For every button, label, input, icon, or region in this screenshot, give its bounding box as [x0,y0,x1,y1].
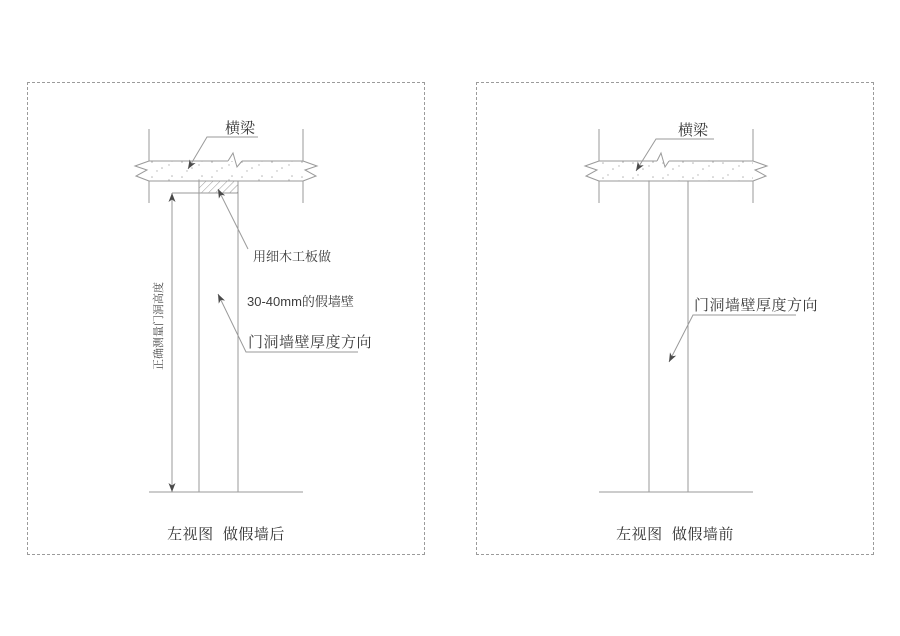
fake-wall-label-line2: 30-40mm的假墙壁 [247,293,354,309]
left-diagram-canvas [28,83,424,554]
thickness-direction-label: 门洞墙壁厚度方向 [248,334,373,351]
panel-caption: 左视图 做假墙前 [616,526,734,543]
panel-caption: 左视图 做假墙后 [167,526,285,543]
beam-break-right [753,161,767,181]
beam-break-left [135,161,149,181]
thickness-direction-label: 门洞墙壁厚度方向 [694,297,819,314]
right-diagram-canvas [477,83,873,554]
door-height-label: 正确测量门洞高度 [153,282,165,370]
fake-wall-board [199,181,238,193]
beam-label: 横梁 [678,122,709,139]
beam-break-right [303,161,317,181]
beam-label: 横梁 [225,120,256,137]
panel-after-fake-wall [27,82,425,555]
beam-section [599,161,753,181]
fake-wall-leader-line [218,189,248,249]
panel-before-fake-wall [476,82,874,555]
beam-section [149,161,303,181]
beam-break-left [585,161,599,181]
fake-wall-label-line1: 用细木工板做 [253,248,332,264]
fake-wall-label [247,220,354,340]
